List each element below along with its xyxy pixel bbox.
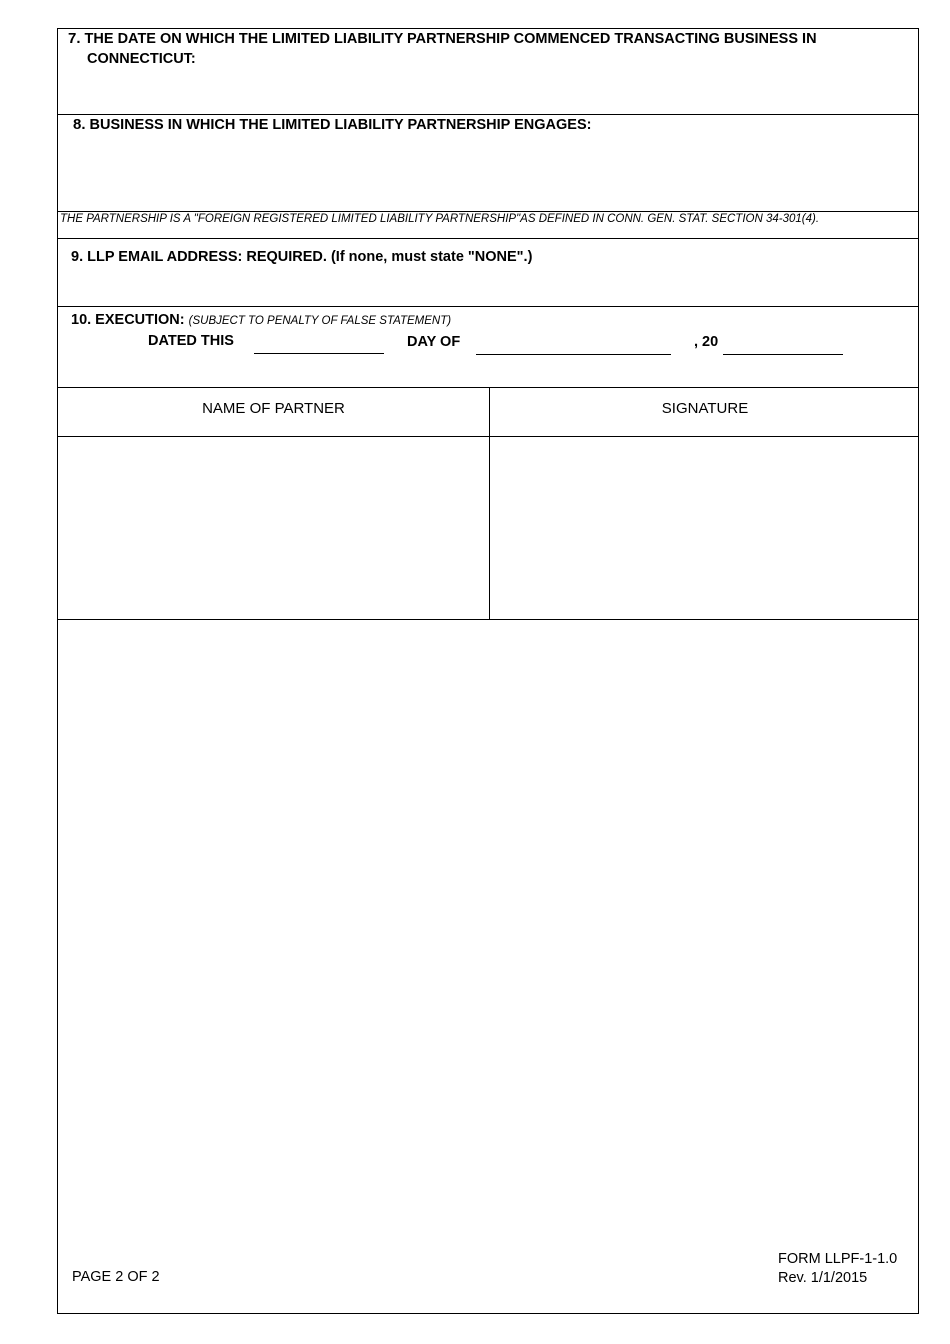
year-prefix-label: , 20 xyxy=(694,334,719,350)
foreign-llp-statement: THE PARTNERSHIP IS A "FOREIGN REGISTERED LIMITED LIABILITY PARTNERSHIP"AS DEFINED IN CONN. GEN. STAT. SECTION 34-301(4). xyxy=(60,213,820,225)
section-9-email-label: 9. LLP EMAIL ADDRESS: REQUIRED. (If none, must state "NONE".) xyxy=(71,249,533,265)
section-7-label-line1: THE DATE ON WHICH THE LIMITED LIABILITY PARTNERSHIP COMMENCED TRANSACTING BUSINESS IN xyxy=(84,31,817,47)
divider xyxy=(58,238,918,239)
page-number: PAGE 2 OF 2 xyxy=(72,1269,160,1285)
day-number-field[interactable] xyxy=(254,353,384,354)
section-10 xyxy=(71,312,451,328)
column-header-name-of-partner: NAME OF PARTNER xyxy=(202,400,345,417)
divider xyxy=(58,306,918,307)
form-page-frame xyxy=(57,28,919,1314)
year-field[interactable] xyxy=(723,354,843,355)
divider xyxy=(58,387,918,388)
form-id: FORM LLPF-1-1.0 xyxy=(778,1251,898,1267)
form-revision: Rev. 1/1/2015 xyxy=(778,1270,868,1286)
section-10-label: 10. EXECUTION: xyxy=(71,312,185,328)
divider xyxy=(58,619,918,620)
month-field[interactable] xyxy=(476,354,671,355)
divider xyxy=(58,211,918,212)
section-8 xyxy=(73,116,591,133)
form-info xyxy=(778,1250,897,1288)
divider xyxy=(58,114,918,115)
section-10-sublabel: (SUBJECT TO PENALTY OF FALSE STATEMENT) xyxy=(188,315,452,327)
dated-this-label: DATED THIS xyxy=(148,333,234,349)
day-of-label: DAY OF xyxy=(407,334,461,350)
section-7-number: 7. xyxy=(68,30,81,47)
signature-cell[interactable] xyxy=(490,437,919,619)
column-header-signature: SIGNATURE xyxy=(661,400,749,417)
section-8-label: BUSINESS IN WHICH THE LIMITED LIABILITY PARTNERSHIP ENGAGES: xyxy=(89,117,592,133)
partner-name-cell[interactable] xyxy=(58,437,489,619)
section-8-number: 8. xyxy=(73,116,86,133)
section-7-label-line2: CONNECTICUT: xyxy=(87,51,196,67)
section-7 xyxy=(68,29,817,69)
